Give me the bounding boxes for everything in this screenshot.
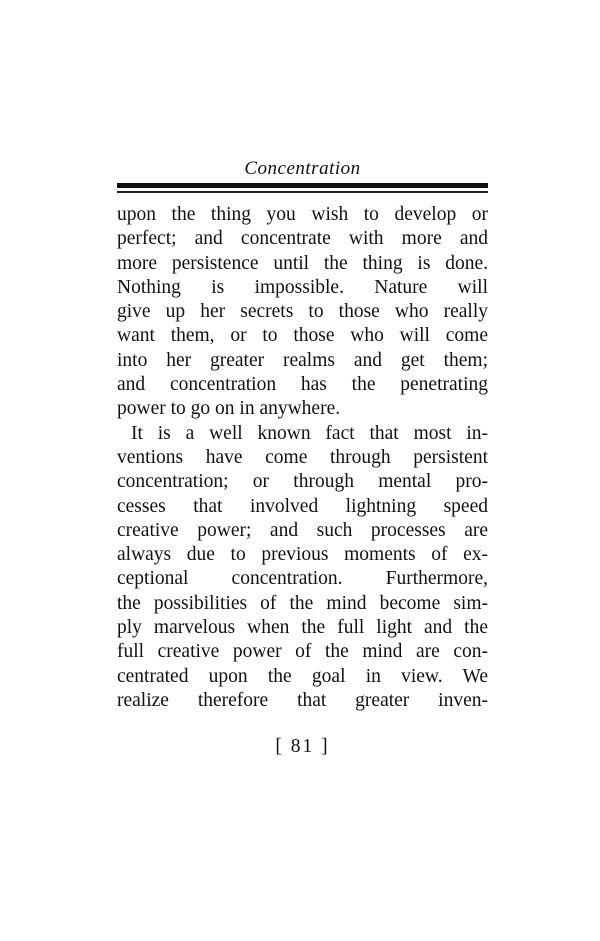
- text-line: the possibilities of the mind become sim-: [117, 592, 488, 614]
- text-line: give up her secrets to those who really: [117, 301, 488, 323]
- text-line: Nothing is impossible. Nature will: [117, 276, 488, 298]
- text-line: centrated upon the goal in view. We: [117, 665, 488, 687]
- text-line: It is a well known fact that most in-: [131, 422, 488, 444]
- header-rule-thick: [117, 183, 488, 188]
- text-line: ventions have come through persistent: [117, 446, 488, 468]
- text-line: full creative power of the mind are con-: [117, 641, 488, 663]
- text-line: upon the thing you wish to develop or: [117, 204, 488, 225]
- text-line: realize therefore that greater inven-: [117, 689, 488, 711]
- text-line: always due to previous moments of ex-: [117, 544, 488, 566]
- header-rule-thin: [117, 191, 488, 193]
- body-text: [117, 203, 488, 713]
- text-line: creative power; and such processes are: [117, 519, 488, 541]
- text-line: ceptional concentration. Furthermore,: [117, 568, 488, 590]
- text-line: and concentration has the penetrating: [117, 374, 488, 396]
- page-number: [ 81 ]: [275, 736, 330, 757]
- text-line: concentration; or through mental pro-: [117, 471, 488, 493]
- text-line: power to go on in anywhere.: [117, 398, 341, 420]
- text-line: perfect; and concentrate with more and: [117, 228, 488, 250]
- running-head: Concentration: [244, 158, 361, 179]
- text-line: want them, or to those who will come: [117, 325, 488, 347]
- text-line: into her greater realms and get them;: [117, 349, 488, 371]
- text-line: cesses that involved lightning speed: [117, 495, 488, 517]
- text-line: more persistence until the thing is done.: [117, 252, 488, 274]
- text-line: ply marvelous when the full light and the: [117, 617, 488, 639]
